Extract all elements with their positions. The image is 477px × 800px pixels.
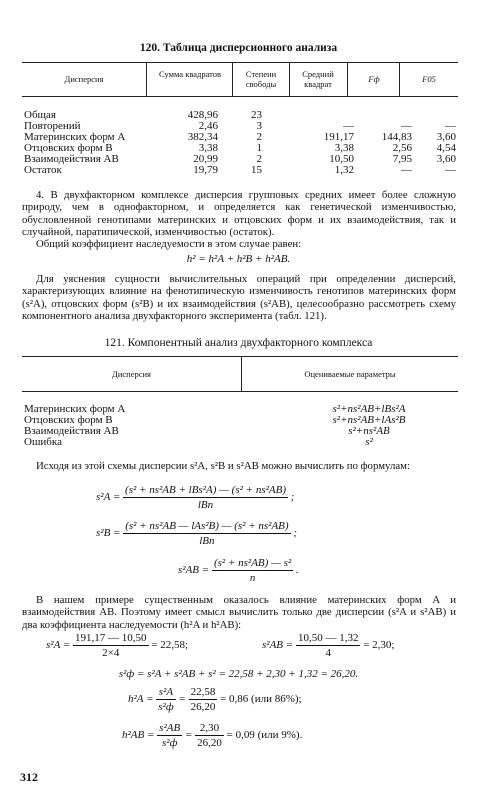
paragraph-4: 4. В двухфакторном комплексе дисперсия групповых средних имеет более сложную природу, чем в однофакторном, и определяется как генетической изменчивостью, обусловленной генотипами материнских и отцовских форм и их взаимодействия, так и случайной, паратипической, изменчивостью (остаток).: [22, 189, 456, 239]
table-row: Материнских форм A 382,34 2 191,17 144,83 3,60: [24, 131, 456, 143]
header-f05: F05: [422, 74, 436, 84]
header-dispersion: Дисперсия: [64, 74, 104, 84]
paragraph-example: В нашем примере существенным оказалось влияние материнских форм A и взаимодействия AB. Поэтому имеет смысл вычислить только две дисперсии (s²A и s²AB) и два коэффициента наследуемости (h²A и h²AB):: [22, 594, 456, 631]
table-121-caption: 121. Компонентный анализ двухфакторного комплекса: [104, 337, 373, 349]
calc-hAB: h²AB = $\frac{\text{s²AB}}{\text{s²ф}}$ = $\frac{2,30}{26,20}$ = 0,09 (или 9%).: [122, 722, 303, 749]
table-row: Повторений 2,46 3 — — —: [24, 120, 456, 132]
header-f-actual: Fф: [368, 74, 380, 84]
formula-sB: s²B = $\frac{\text{(s² + ns²AB — lAs²B) — (s² + ns²AB)}}{\text{lBn}}$ ;: [96, 520, 297, 547]
formula-sAB: s²AB = $\frac{\text{(s² + ns²AB) — s²}}{n}$ .: [178, 557, 299, 584]
table-120-caption: 120. Таблица дисперсионного анализа: [139, 42, 338, 54]
header-dispersion-121: Дисперсия: [112, 369, 151, 379]
header-sum-squares: Сумма квадратов: [159, 69, 221, 79]
table-row: Отцовских форм B 3,38 1 3,38 2,56 4,54: [24, 142, 456, 154]
table-row: Отцовских форм B s²+ns²AB+lAs²B: [24, 414, 406, 426]
calc-s-phenotypic: s²ф = s²A + s²AB + s² = 22,58 + 2,30 + 1,32 = 26,20.: [118, 668, 359, 680]
header-parameters: Оцениваемые параметры: [304, 369, 396, 379]
table-120-top-rule: [22, 62, 458, 63]
header-degrees-freedom: Степени свободы: [245, 69, 277, 89]
paragraph-heritability: Общий коэффициент наследуемости в этом случае равен:: [36, 238, 302, 250]
table-row: Ошибка s²: [24, 436, 373, 448]
paragraph-explanation: Для уяснения сущности вычислительных операций при определении дисперсий, характеризующих влияние на фенотипическую изменчивость генотипов материнских форм (s²A), отцовских форм (s²B) и их взаимодействия (s²AB), целесообразно рассмотреть схему компонентного анализа двухфакторного эксперимента (табл. 121).: [22, 273, 456, 323]
formula-heritability: h² = h²A + h²B + h²AB.: [186, 253, 291, 265]
calc-sAB: s²AB = $\frac{10,50 — 1,32}{4}$ = 2,30;: [262, 632, 395, 659]
table-row: Взаимодействия AB s²+ns²AB: [24, 425, 390, 437]
table-120-header-rule: [22, 96, 458, 97]
table-121-top-rule: [22, 356, 458, 357]
header-mean-square: Средний квадрат: [302, 69, 334, 89]
page-number: 312: [20, 770, 38, 784]
table-row: Материнских форм A s²+ns²AB+lBs²A: [24, 403, 406, 415]
paragraph-formulas-intro: Исходя из этой схемы дисперсии s²A, s²B и s²AB можно вычислить по формулам:: [36, 460, 410, 472]
calc-sA: s²A = $\frac{191,17 — 10,50}{2\times 4}$ = 22,58;: [46, 632, 189, 659]
table-row: Общая 428,96 23: [24, 109, 262, 121]
calc-hA: h²A = $\frac{\text{s²A}}{\text{s²ф}}$ = $\frac{22,58}{26,20}$ = 0,86 (или 86%);: [128, 686, 302, 713]
table-row: Остаток 19,79 15 1,32 — —: [24, 164, 456, 176]
table-row: Взаимодействия AB 20,99 2 10,50 7,95 3,60: [24, 153, 456, 165]
formula-sA: s²A = $\frac{\text{(s² + ns²AB + lBs²A) — (s² + ns²AB)}}{\text{lBn}}$ ;: [96, 484, 295, 511]
table-121-header-rule: [22, 391, 458, 392]
